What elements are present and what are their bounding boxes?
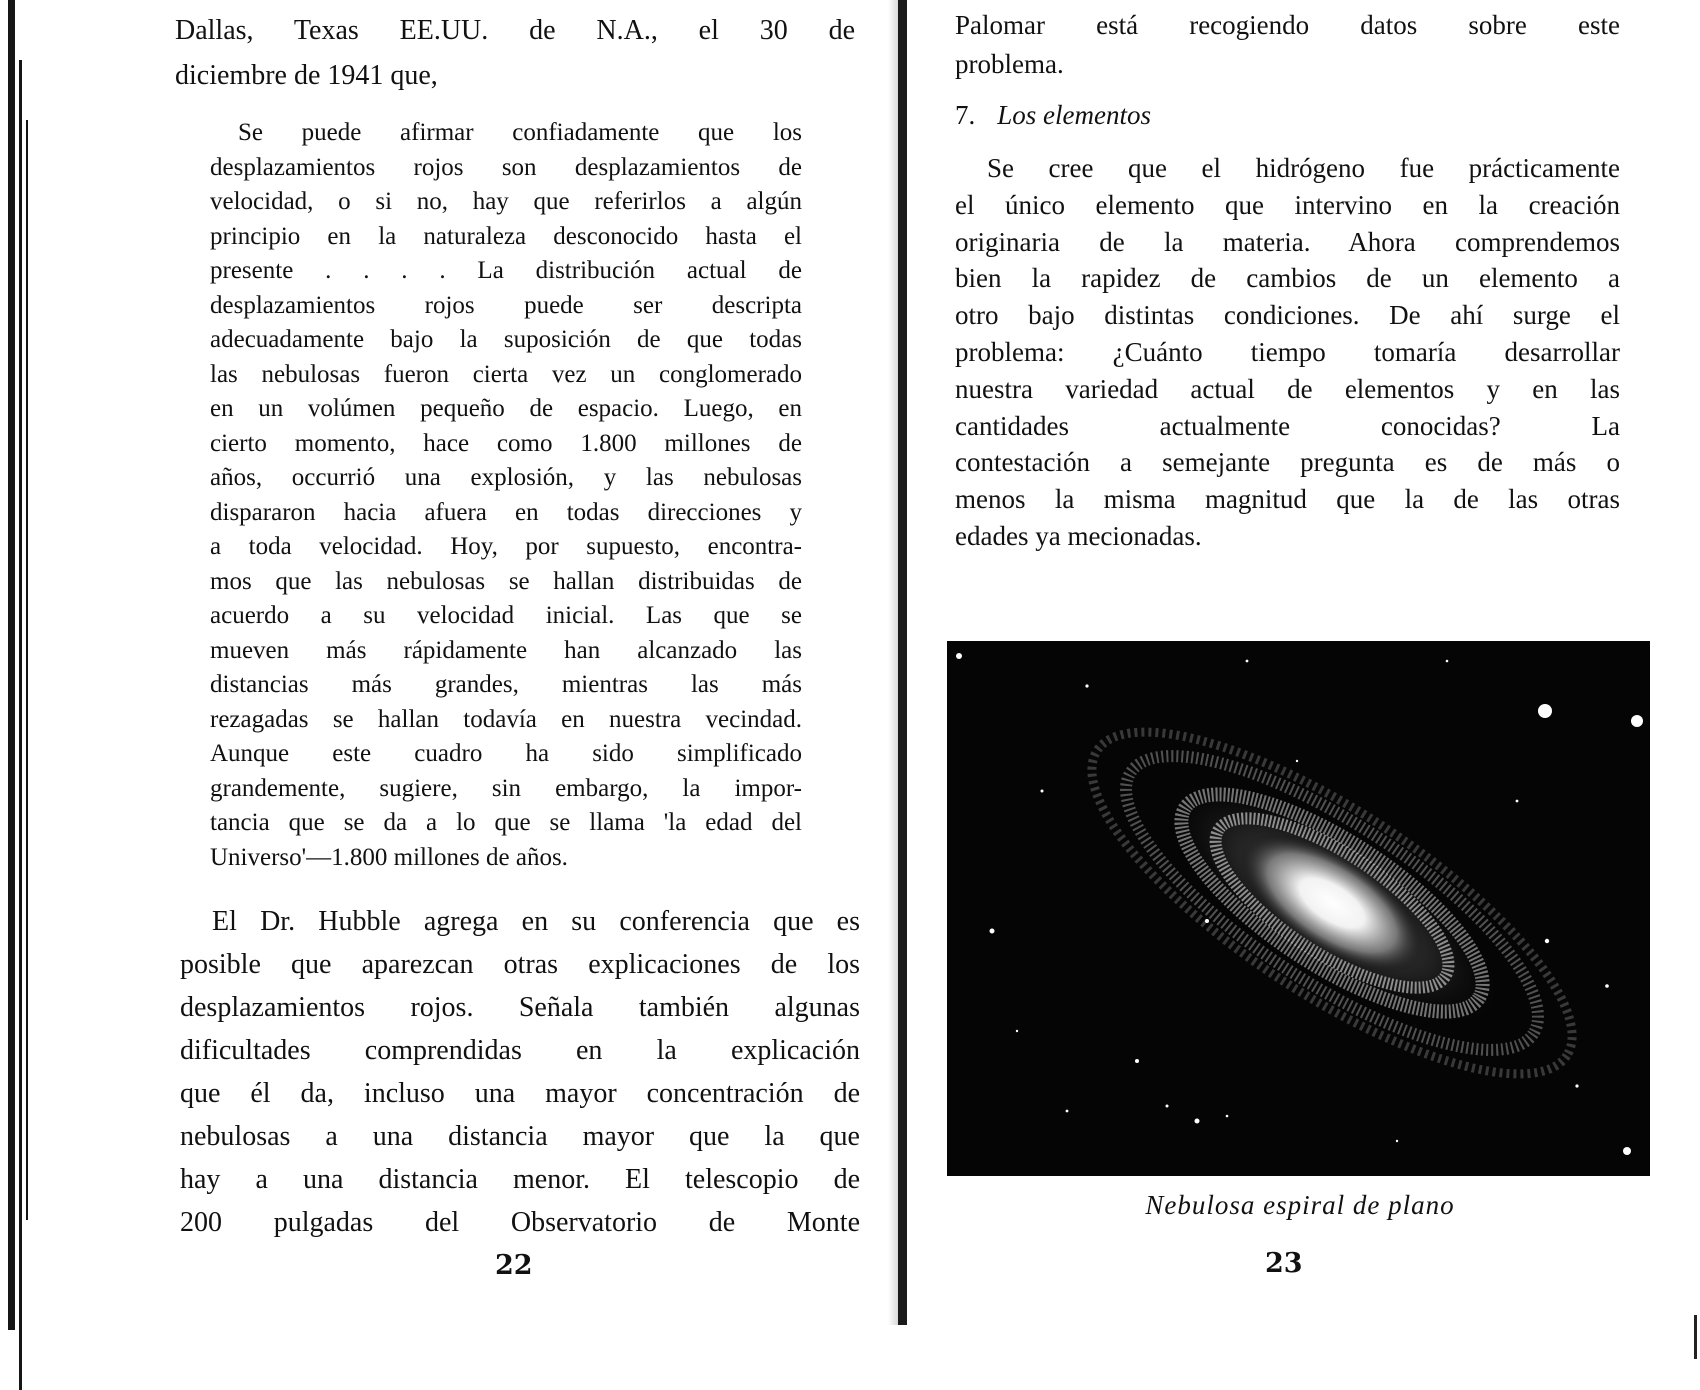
text-line: Se puede afirmar confiadamente que los — [238, 119, 802, 146]
text-line: bien la rapidez de cambios de un elemento a — [955, 263, 1620, 294]
text-line: presente . . . . La distribución actual de — [210, 257, 802, 284]
text-line: distancias más grandes, mientras las más — [210, 671, 802, 698]
book-gutter — [898, 0, 907, 1325]
text-line: Palomar está recogiendo datos sobre este — [955, 10, 1620, 40]
text-line: rezagadas se hallan todavía en nuestra vecindad. — [210, 705, 802, 733]
text-line: acuerdo a su velocidad inicial. Las que se — [210, 602, 802, 629]
text-line: que él da, incluso una mayor concentración de — [180, 1078, 860, 1109]
text-line: las nebulosas fueron cierta vez un conglomerado — [210, 360, 802, 388]
text-line: velocidad, o si no, hay que referirlos a algún — [210, 188, 802, 215]
block-quote — [210, 116, 802, 875]
text-line: diciembre de 1941 que, — [175, 60, 438, 91]
text-line: originaria de la materia. Ahora comprendemos — [955, 226, 1620, 257]
page-left — [160, 0, 860, 1359]
text-line: dificultades comprendidas en la explicación — [180, 1035, 860, 1066]
body-paragraph — [955, 150, 1620, 555]
gutter-shadow — [888, 0, 898, 1325]
text-line: en un volúmen pequeño de espacio. Luego, en — [210, 395, 802, 422]
text-line: mos que las nebulosas se hallan distribuidas de — [210, 567, 802, 595]
text-line: Dallas, Texas EE.UU. de N.A., el 30 de — [175, 15, 855, 46]
text-line: otro bajo distintas condiciones. De ahí surge el — [955, 300, 1620, 331]
text-line: El Dr. Hubble agrega en su conferencia que es — [212, 906, 860, 937]
text-line: nebulosas a una distancia mayor que la que — [180, 1121, 860, 1152]
text-line: a toda velocidad. Hoy, por supuesto, encontra- — [210, 533, 802, 560]
text-line: cierto momento, hace como 1.800 millones de — [210, 429, 802, 457]
text-line: posible que aparezcan otras explicaciones de los — [180, 949, 860, 980]
text-line: años, occurrió una explosión, y las nebulosas — [210, 464, 802, 491]
text-line: principio en la naturaleza desconocido hasta el — [210, 222, 802, 250]
text-line: 200 pulgadas del Observatorio de Monte — [180, 1207, 860, 1238]
section-number: 7. — [955, 100, 976, 130]
body-paragraph — [180, 900, 860, 1244]
text-line: dispararon hacia afuera en todas direcciones y — [210, 498, 802, 526]
continued-paragraph — [955, 6, 1620, 84]
intro-paragraph — [175, 8, 855, 98]
text-line: grandemente, sugiere, sin embargo, la impor- — [210, 774, 802, 802]
text-line: menos la misma magnitud que la de las otras — [955, 484, 1620, 515]
text-line: tancia que se da a lo que se llama 'la edad del — [210, 809, 802, 836]
text-line: Universo'—1.800 millones de años. — [210, 843, 568, 871]
figure-caption: Nebulosa espiral de plano — [1145, 1190, 1455, 1220]
galaxy-image — [947, 641, 1650, 1176]
text-line: Se cree que el hidrógeno fue prácticamente — [987, 153, 1620, 183]
text-line: problema. — [955, 49, 1064, 79]
section-title: Los elementos — [997, 100, 1151, 130]
text-line: nuestra variedad actual de elementos y en las — [955, 373, 1620, 404]
text-line: edades ya mecionadas. — [955, 520, 1202, 551]
text-line: cantidades actualmente conocidas? La — [955, 410, 1620, 441]
text-line: desplazamientos rojos puede ser descripta — [210, 291, 802, 319]
text-line: hay a una distancia menor. El telescopio de — [180, 1164, 860, 1195]
section-heading — [955, 100, 1151, 131]
text-line: adecuadamente bajo la suposición de que todas — [210, 326, 802, 353]
text-line: Aunque este cuadro ha sido simplificado — [210, 740, 802, 767]
spiral-nebula-photo — [947, 641, 1650, 1176]
text-line: desplazamientos rojos. Señala también algunas — [180, 992, 860, 1023]
text-line: mueven más rápidamente han alcanzado las — [210, 636, 802, 664]
page-number: 23 — [1265, 1248, 1303, 1279]
page-number: 22 — [495, 1250, 533, 1281]
scan-right-edge — [1694, 1315, 1697, 1359]
text-line: contestación a semejante pregunta es de más o — [955, 447, 1620, 478]
scan-left-edge — [0, 0, 52, 1359]
text-line: el único elemento que intervino en la creación — [955, 189, 1620, 220]
text-line: problema: ¿Cuánto tiempo tomaría desarrollar — [955, 336, 1620, 367]
text-line: desplazamientos rojos son desplazamientos de — [210, 153, 802, 181]
